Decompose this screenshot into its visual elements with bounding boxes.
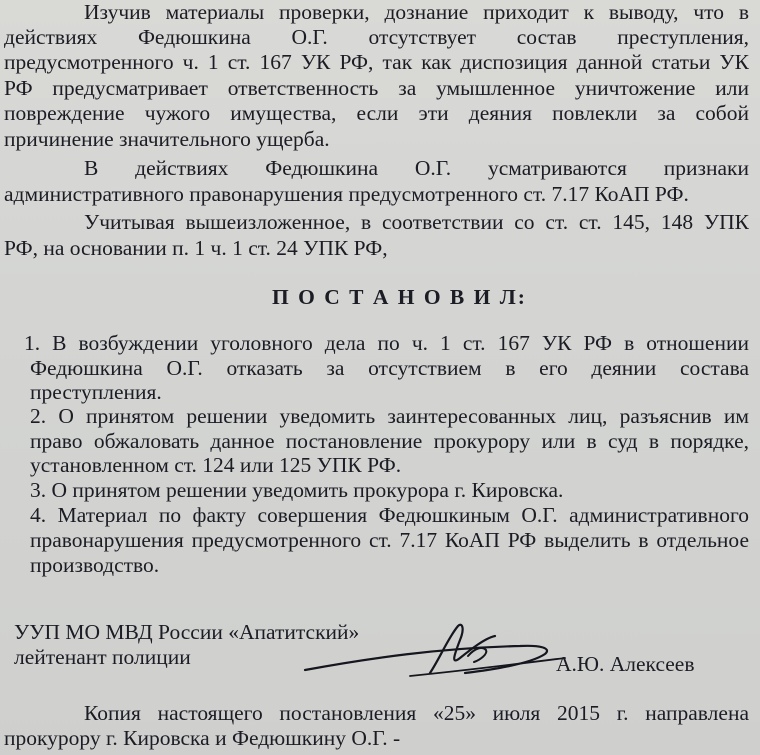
item4-line-3: производство.: [30, 553, 160, 577]
signature-rank: лейтенант полиции: [14, 645, 191, 669]
signatory-name: А.Ю. Алексеев: [556, 652, 695, 676]
resolution-heading: П О С Т А Н О В И Л:: [272, 285, 527, 309]
para1-line-3: предусмотренного ч. 1 ст. 167 УК РФ, так как диспозиция данной статьи УК: [4, 50, 749, 74]
item2-line-1: 2. О принятом решении уведомить заинтересованных лиц, разъяснив им: [30, 404, 749, 428]
item1-line-1: 1. В возбуждении уголовного дела по ч. 1 ст. 167 УК РФ в отношении: [24, 331, 749, 355]
para1-line-2: действиях Федюшкина О.Г. отсутствует состав преступления,: [4, 25, 749, 49]
para2-line-2: административного правонарушения предусмотренного ст. 7.17 КоАП РФ.: [4, 182, 689, 206]
item2-line-3: установленном ст. 124 или 125 УПК РФ.: [30, 453, 402, 477]
copy-note-line-2: прокурору г. Кировска и Федюшкину О.Г. -: [4, 726, 401, 750]
item4-line-1: 4. Материал по факту совершения Федюшкиным О.Г. административного: [30, 503, 749, 527]
para1-line-5: повреждение чужого имущества, если эти деяния повлекли за собой: [4, 101, 749, 125]
item4-line-2: правонарушения предусмотренного ст. 7.17 КоАП РФ выделить в отдельное: [30, 528, 749, 552]
item1-line-2: Федюшкина О.Г. отказать за отсутствием в его деянии состава: [30, 356, 749, 380]
item1-line-3: преступления.: [30, 380, 162, 404]
para1-line-4: РФ предусматривает ответственность за умышленное уничтожение или: [4, 76, 749, 100]
para2-line-1: В действиях Федюшкина О.Г. усматриваются признаки: [84, 156, 749, 180]
para3-line-1: Учитывая вышеизложенное, в соответствии со ст. ст. 145, 148 УПК: [84, 210, 749, 234]
item2-line-2: право обжаловать данное постановление прокурору или в суд в порядке,: [30, 429, 749, 453]
para3-line-2: РФ, на основании п. 1 ч. 1 ст. 24 УПК РФ,: [4, 236, 388, 260]
item3-line-1: 3. О принятом решении уведомить прокурора г. Кировска.: [30, 478, 564, 502]
signature-org: УУП МО МВД России «Апатитский»: [14, 620, 360, 644]
para1-line-6: причинение значительного ущерба.: [4, 127, 330, 151]
copy-note-line-1: Копия настоящего постановления «25» июля 2015 г. направлена: [84, 701, 749, 725]
handwritten-signature: [290, 618, 590, 688]
para1-line-1: Изучив материалы проверки, дознание приходит к выводу, что в: [84, 0, 749, 24]
